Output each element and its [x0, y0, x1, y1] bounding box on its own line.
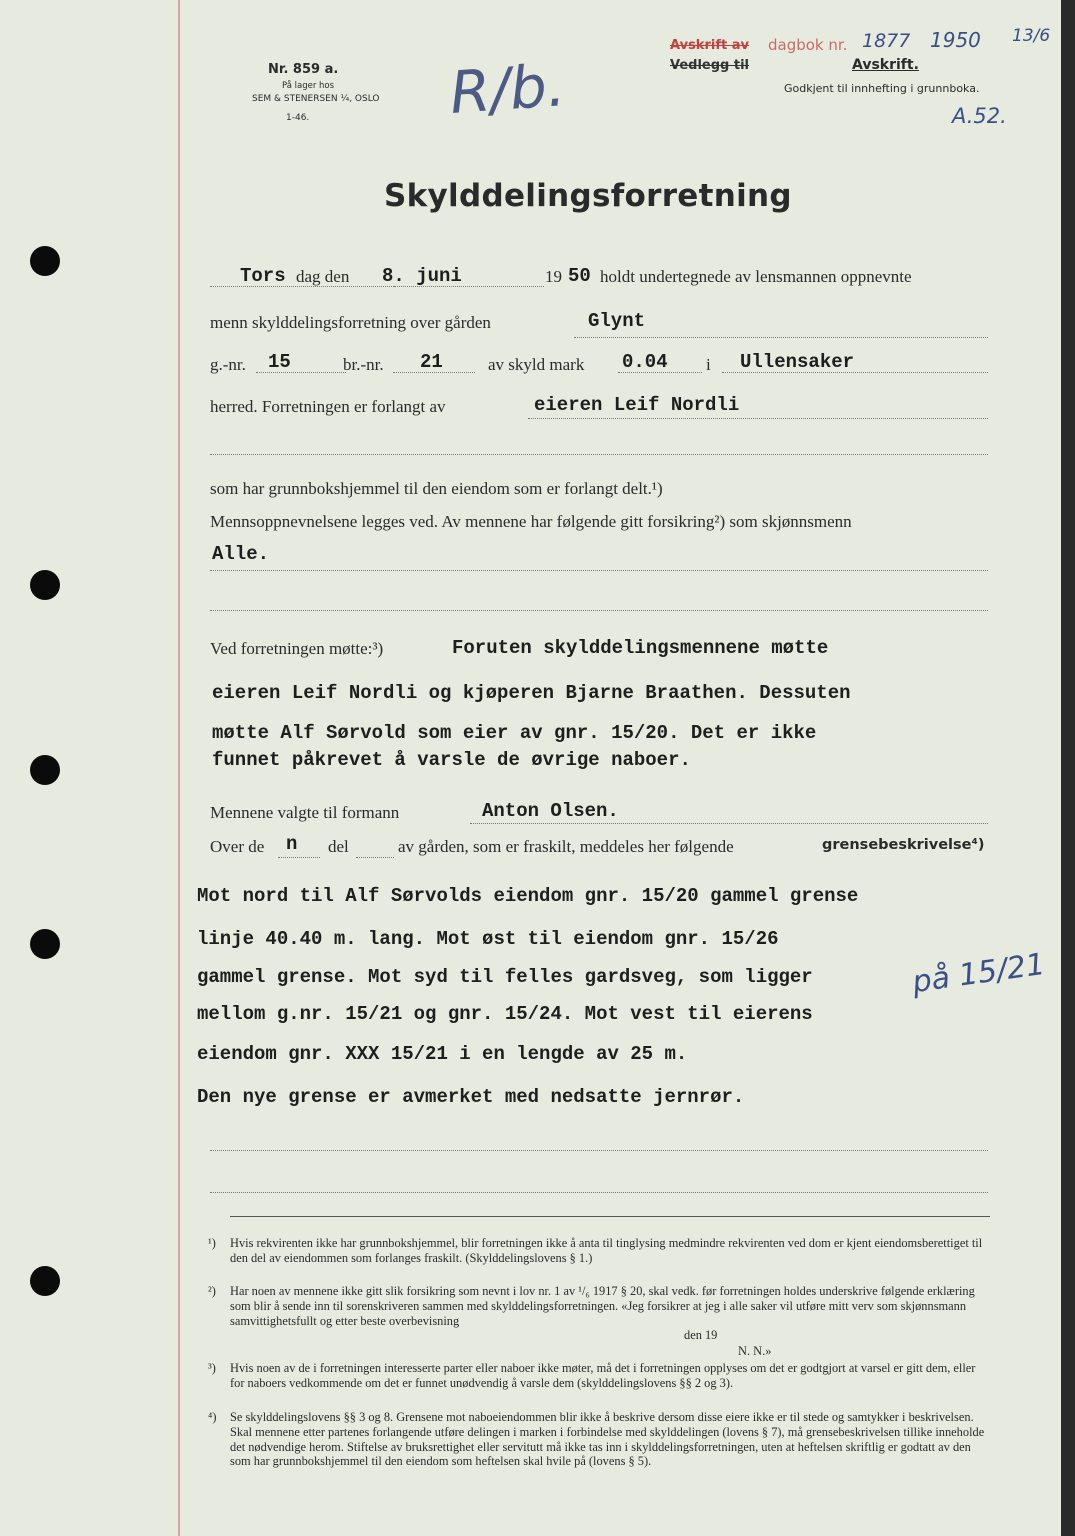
- journal-date: 13/6: [1012, 26, 1051, 46]
- hjemmel-line: som har grunnbokshjemmel til den eiendom som er forlangt delt.¹): [210, 479, 663, 498]
- footnote: [208, 1361, 990, 1391]
- footnote-text: Har noen av mennene ikke gitt slik forsikring som nevnt i lov nr. 1 av ¹/₆ 1917 § 20, skal vedk. før forretningen holdes underskrive følgende erklæring som blir å sende inn til sorenskriveren sammen med skylddelingsforretningen. «Jeg forsikrer at jeg i alle saker vil utføre mitt verv som skjønnsmann samvittighetsfullt og etter beste overbevisning: [230, 1284, 975, 1328]
- over-label: del: [328, 837, 349, 856]
- handwritten-initials: R/b.: [447, 51, 568, 127]
- grense-line: linje 40.40 m. lang. Mot øst til eiendom gnr. 15/26: [197, 928, 779, 950]
- forsikring-value: Alle.: [212, 543, 270, 565]
- footnote-separator: [230, 1216, 990, 1217]
- grense-line: mellom g.nr. 15/21 og gnr. 15/24. Mot vest til eierens: [197, 1003, 813, 1025]
- printer-line: SEM & STENERSEN ¼, OSLO: [252, 94, 380, 104]
- year-prefix: 19: [545, 267, 562, 286]
- footnote-text: Se skylddelingslovens §§ 3 og 8. Grensene mot naboeiendommen blir ikke å beskrive dersom disse eiere ikke er til stede og samtykker i beskrivelsen. Skal mennene etter partenes forlangende utføre delingen i marken i forbindelse med skylddelingen (lovens § 7), må grensebeskrivelsen tillike inneholde det nødvendige herom. Stiftelse av bruksrettighet eller servitutt må ikke tas inn i skylddelingsforretningen, uten at heftelsen skriftlig er godtatt av den som har grunnbokshjemmel til den eiendom som heftelsen skal hvile på (lovens § 5).: [230, 1410, 985, 1469]
- skyld-value: 0.04: [622, 351, 668, 373]
- farm-name: Glynt: [588, 310, 646, 332]
- stamp-crossed-text: Avskrift av: [670, 38, 749, 53]
- punch-hole: [30, 755, 60, 785]
- footnote: [208, 1236, 990, 1266]
- formann-label: Mennene valgte til formann: [210, 803, 400, 822]
- punch-hole: [30, 570, 60, 600]
- scan-edge: [1061, 0, 1075, 1536]
- footnote-text: Hvis noen av de i forretningen interesserte parter eller naboer ikke møter, må det i forretningen opplyses om det er godtgjort at varsel er gitt dem, eller for naboers vedkommende om det er funnet unødvendig å varsle dem (skylddelingslovens §§ 2 og 3).: [230, 1361, 976, 1390]
- mote-label: Ved forretningen møtte:³): [210, 639, 384, 658]
- journal-label: dagbok nr.: [768, 36, 848, 54]
- oppnevnelse-line: Mennsoppnevnelsene legges ved. Av mennene har følgende gitt forsikring²) som skjønnsmenn: [210, 512, 852, 531]
- punch-hole: [30, 1266, 60, 1296]
- margin-rule: [178, 0, 180, 1536]
- over-label: Over de: [210, 837, 265, 856]
- footnote: [208, 1410, 990, 1469]
- gnr-label: g.-nr.: [210, 355, 246, 374]
- footnote-number: ⁴): [208, 1410, 217, 1424]
- line2-label: menn skylddelingsforretning over gården: [210, 313, 491, 332]
- journal-number: 1877: [862, 30, 911, 52]
- avskrift-label: Avskrift.: [852, 57, 919, 73]
- mote-line: Foruten skylddelingsmennene møtte: [452, 637, 829, 659]
- year-suffix: 50: [568, 265, 591, 287]
- mote-line: eieren Leif Nordli og kjøperen Bjarne Braathen. Dessuten: [212, 682, 851, 704]
- grense-line: Den nye grense er avmerket med nedsatte jernrør.: [197, 1086, 745, 1108]
- footnote: [208, 1284, 990, 1328]
- footnote-number: ¹): [208, 1236, 216, 1250]
- journal-year: 1950: [930, 28, 981, 52]
- formann-value: Anton Olsen.: [482, 800, 619, 822]
- printer-line: 1-46.: [286, 113, 310, 123]
- footnote-number: ²): [208, 1284, 216, 1298]
- stamp-crossed-text: Vedlegg til: [670, 58, 750, 73]
- grense-line: gammel grense. Mot syd til felles gardsveg, som ligger: [197, 966, 813, 988]
- day-prefix: Tors: [240, 265, 286, 287]
- herred-label: herred. Forretningen er forlangt av: [210, 397, 446, 416]
- punch-hole: [30, 246, 60, 276]
- margin-note: A.52.: [952, 104, 1007, 128]
- footnote-signature-name: N. N.»: [738, 1344, 772, 1358]
- footnote-number: ³): [208, 1361, 216, 1375]
- mote-line: funnet påkrevet å varsle de øvrige naboer.: [212, 749, 691, 771]
- grense-line: eiendom gnr. XXX 15/21 i en lengde av 25 m.: [197, 1043, 688, 1065]
- grense-line: Mot nord til Alf Sørvolds eiendom gnr. 15/20 gammel grense: [197, 885, 859, 907]
- punch-hole: [30, 929, 60, 959]
- skyld-label: av skyld mark: [488, 355, 585, 374]
- bnr-value: 21: [420, 351, 443, 373]
- date-value: 8. juni: [382, 265, 462, 287]
- footnote-signature-date: den 19: [684, 1328, 718, 1342]
- printer-line: På lager hos: [282, 81, 335, 91]
- handwritten-margin-note: på 15/21: [910, 946, 1048, 1001]
- over-n: n: [286, 833, 298, 855]
- over-label: av gården, som er fraskilt, meddeles her følgende: [398, 837, 734, 856]
- requested-by: eieren Leif Nordli: [534, 394, 740, 416]
- i-label: i: [706, 355, 711, 374]
- gnr-value: 15: [268, 351, 291, 373]
- godkjent-label: Godkjent til innhefting i grunnboka.: [784, 82, 980, 95]
- grense-label: grensebeskrivelse⁴): [822, 837, 985, 853]
- document-title: Skylddelingsforretning: [384, 178, 792, 214]
- form-number: Nr. 859 a.: [268, 62, 339, 77]
- municipality: Ullensaker: [740, 351, 855, 373]
- line1-text: holdt undertegnede av lensmannen oppnevnte: [600, 267, 912, 286]
- bnr-label: br.-nr.: [343, 355, 384, 374]
- day-suffix: dag den: [296, 267, 350, 286]
- mote-line: møtte Alf Sørvold som eier av gnr. 15/20. Det er ikke: [212, 722, 817, 744]
- footnote-text: Hvis rekvirenten ikke har grunnbokshjemmel, blir forretningen ikke å anta til tinglysing medmindre rekvirenten ved dom er kjent eiendomsberettiget til den del av eiendommen som forlanges fraskilt. (Skylddelingslovens § 1.): [230, 1236, 983, 1265]
